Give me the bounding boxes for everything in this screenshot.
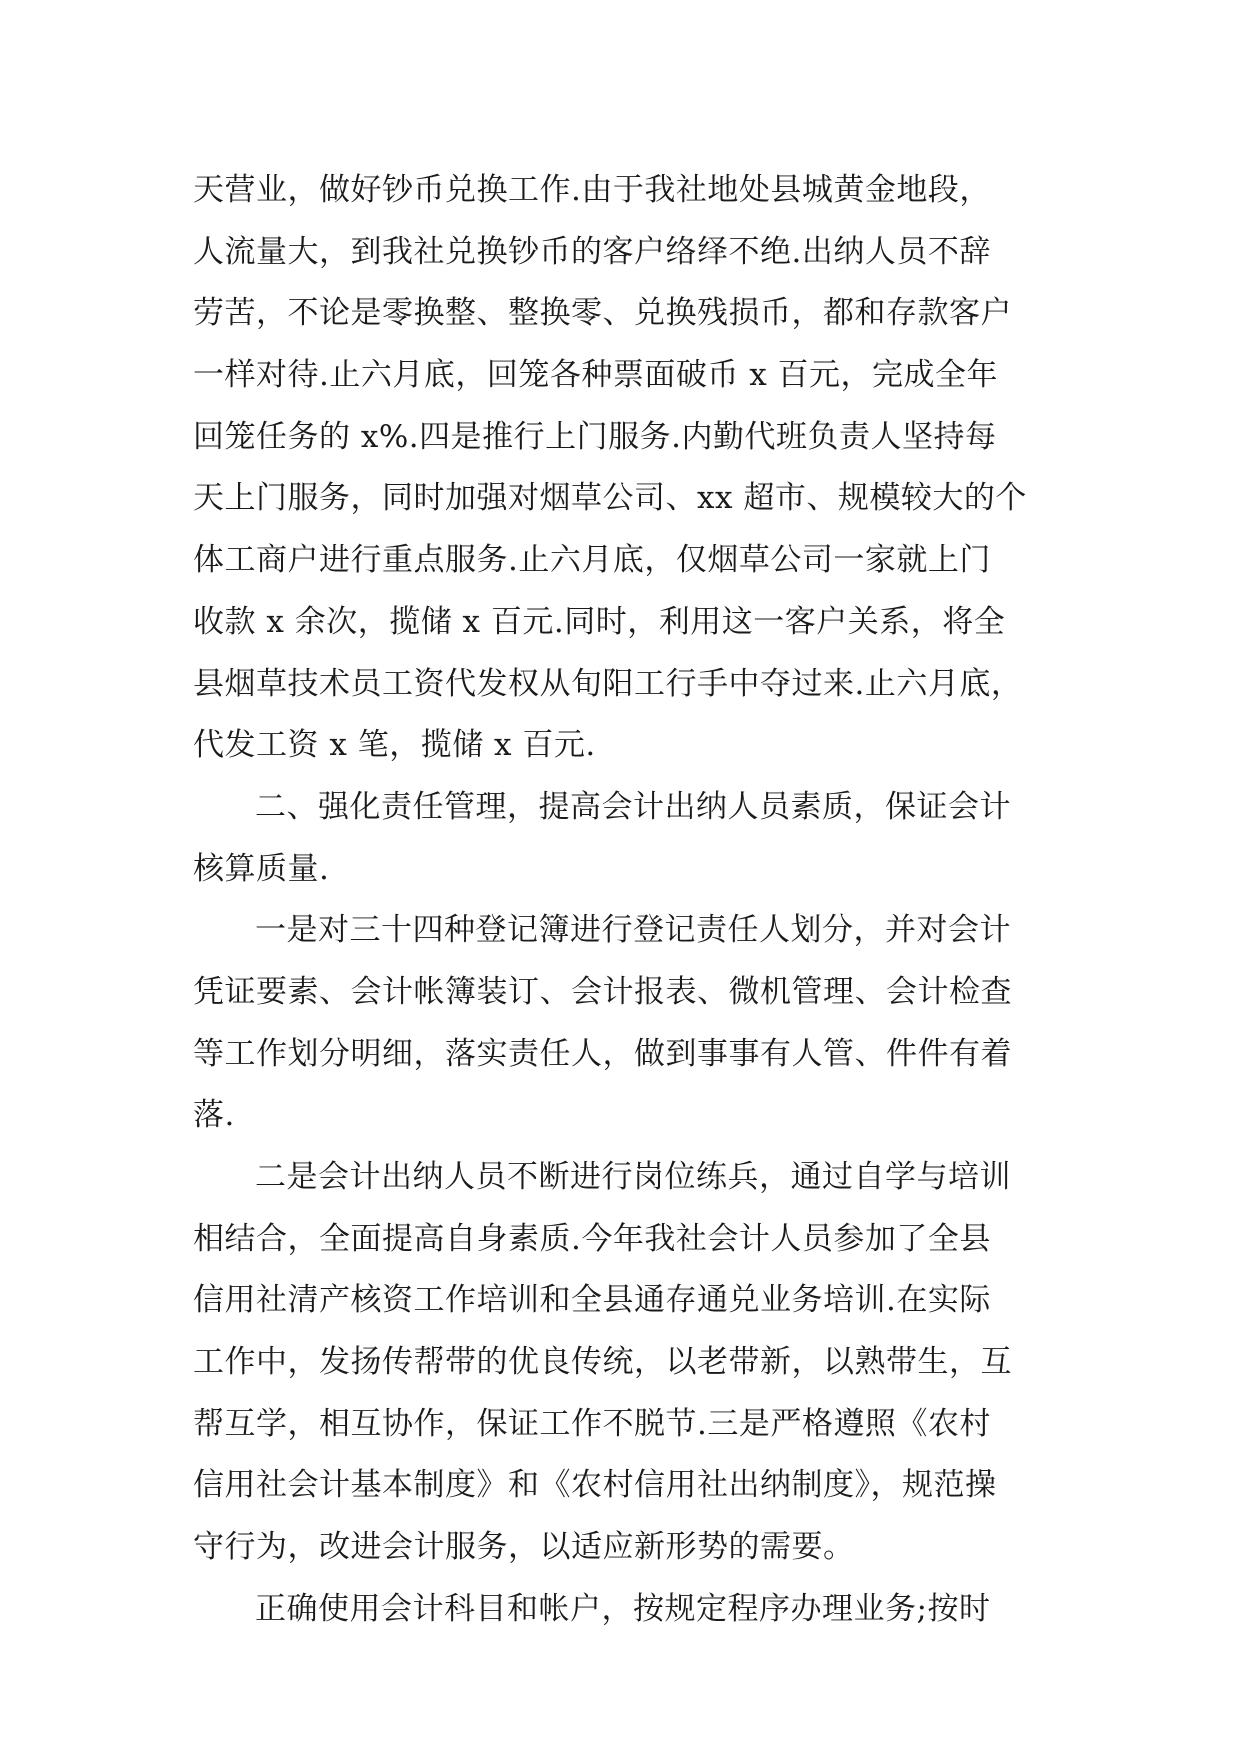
text-line: 落. [193,1097,235,1134]
text-line: 劳苦，不论是零换整、整换零、兑换残损币，都和存款客户 [193,295,1012,332]
text-line: 回笼任务的 x%.四是推行上门服务.内勤代班负责人坚持每 [193,418,997,455]
paragraph-start-line: 二是会计出纳人员不断进行岗位练兵，通过自学与培训 [255,1159,1011,1195]
text-line: 人流量大，到我社兑换钞币的客户络绎不绝.出纳人员不辞 [193,233,991,270]
section-heading-line: 二、强化责任管理，提高会计出纳人员素质，保证会计 [255,788,1011,825]
text-line: 代发工资 x 笔，揽储 x 百元. [193,727,596,764]
text-line: 一样对待.止六月底，回笼各种票面破币 x 百元，完成全年 [193,357,999,394]
text-line: 信用社会计基本制度》和《农村信用社出纳制度》，规范操 [193,1467,997,1504]
text-line: 天营业，做好钞币兑换工作.由于我社地处县城黄金地段， [193,172,991,208]
text-line: 信用社清产核资工作培训和全县通存通兑业务培训.在实际 [193,1282,991,1319]
text-line: 体工商户进行重点服务.止六月底，仅烟草公司一家就上门 [193,542,991,579]
text-line: 凭证要素、会计帐簿装订、会计报表、微机管理、会计检查 [193,973,1012,1010]
text-line: 帮互学，相互协作，保证工作不脱节.三是严格遵照《农村 [193,1405,991,1442]
text-line: 相结合，全面提高自身素质.今年我社会计人员参加了全县 [193,1220,991,1257]
paragraph-start-line: 正确使用会计科目和帐户，按规定程序办理业务;按时 [255,1590,991,1627]
text-line: 工作中，发扬传帮带的优良传统，以老带新，以熟带生，互 [193,1344,1012,1381]
text-line: 等工作划分明细，落实责任人，做到事事有人管、件件有着 [193,1035,1012,1072]
paragraph-start-line: 一是对三十四种登记簿进行登记责任人划分，并对会计 [255,912,1011,949]
body-text [193,160,1073,1641]
text-line: 县烟草技术员工资代发权从旬阳工行手中夺过来.止六月底， [193,665,1023,702]
text-line: 核算质量. [193,850,330,887]
text-line: 守行为，改进会计服务，以适应新形势的需要。 [193,1529,855,1566]
text-line: 天上门服务，同时加强对烟草公司、xx 超市、规模较大的个 [193,480,1027,517]
text-line: 收款 x 余次，揽储 x 百元.同时，利用这一客户关系，将全 [193,603,1006,640]
